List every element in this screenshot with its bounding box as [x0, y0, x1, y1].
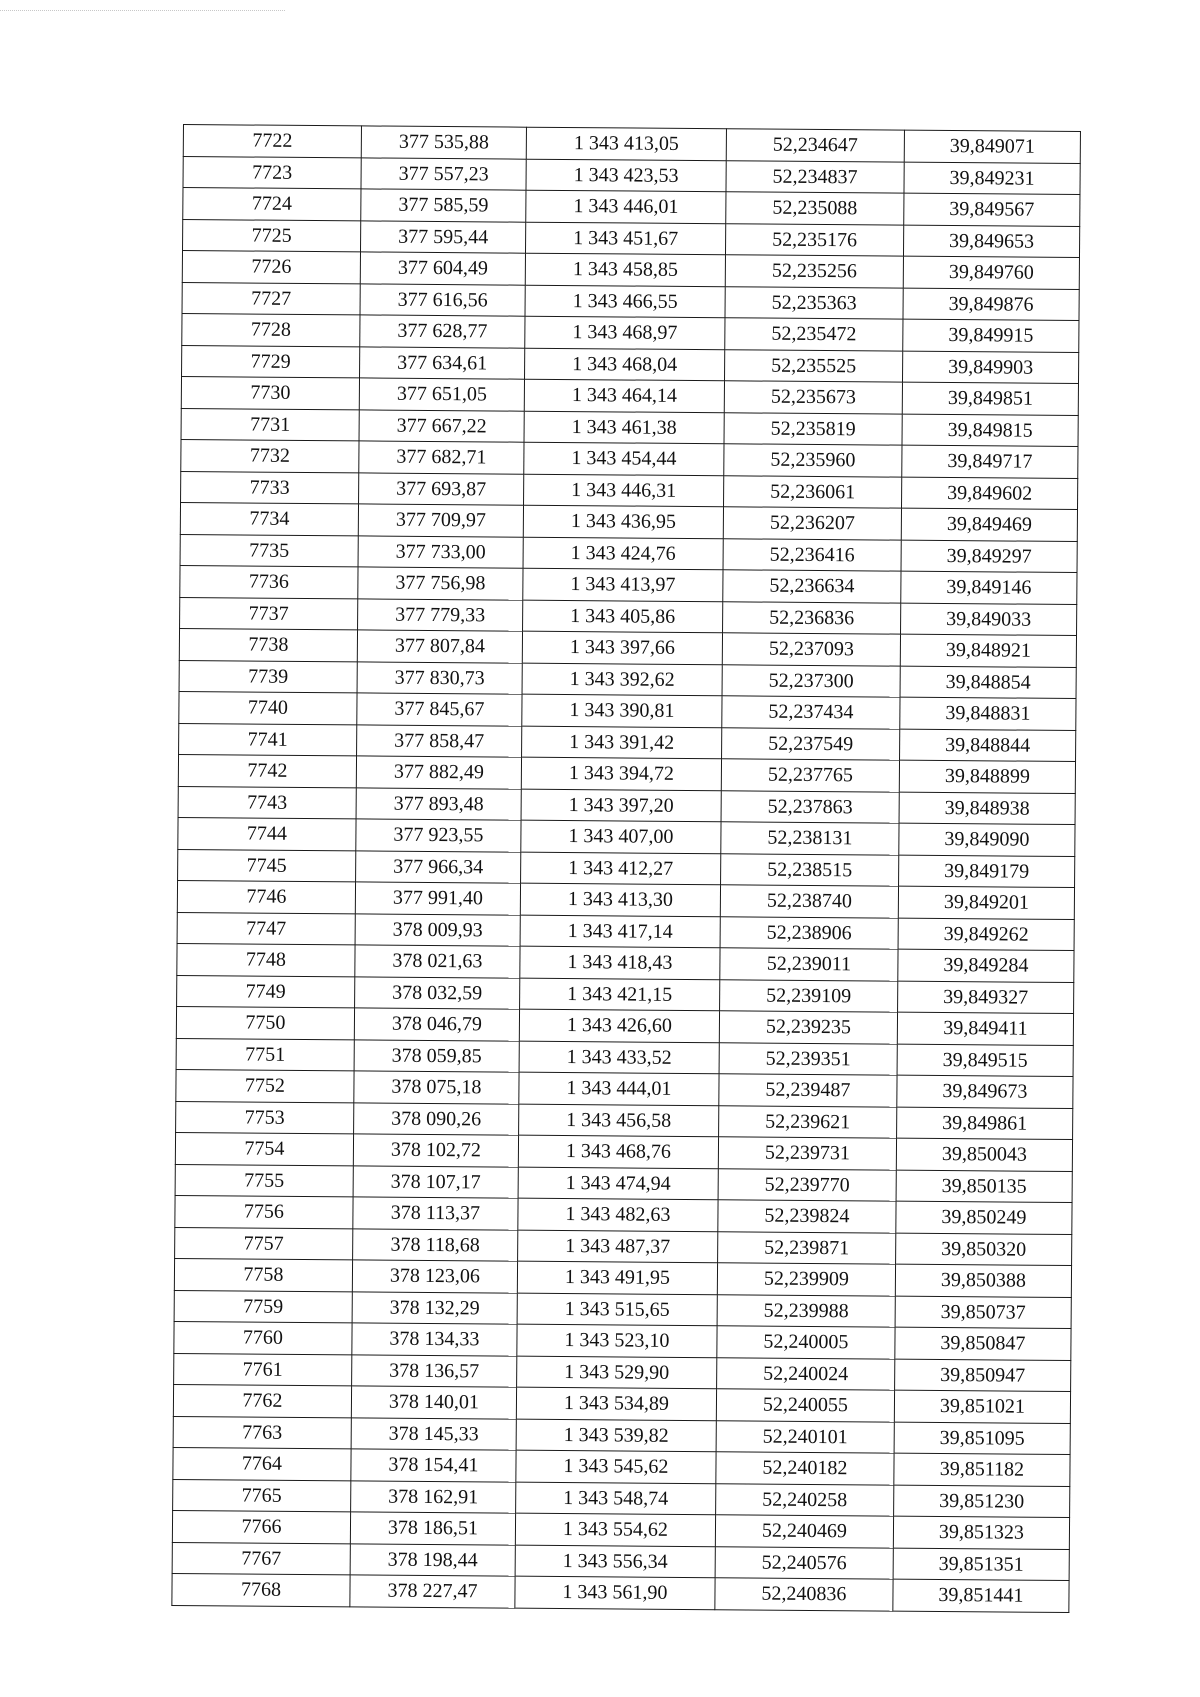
longitude-cell: 39,851323 — [893, 1516, 1069, 1549]
y-coordinate-cell: 1 343 454,44 — [524, 442, 724, 475]
longitude-cell: 39,849861 — [897, 1107, 1073, 1140]
y-coordinate-cell: 1 343 458,85 — [525, 253, 725, 286]
point-number-cell: 7752 — [176, 1069, 354, 1102]
latitude-cell: 52,236061 — [724, 475, 902, 508]
longitude-cell: 39,849179 — [899, 855, 1075, 888]
x-coordinate-cell: 378 140,01 — [351, 1386, 516, 1419]
x-coordinate-cell: 378 090,26 — [354, 1102, 519, 1135]
x-coordinate-cell: 377 682,71 — [359, 441, 524, 474]
latitude-cell: 52,237765 — [721, 759, 899, 792]
y-coordinate-cell: 1 343 412,27 — [521, 852, 721, 885]
x-coordinate-cell: 377 807,84 — [357, 630, 522, 663]
point-number-cell: 7757 — [175, 1227, 353, 1260]
longitude-cell: 39,849653 — [903, 225, 1079, 258]
latitude-cell: 52,236207 — [723, 507, 901, 540]
point-number-cell: 7737 — [180, 597, 358, 630]
latitude-cell: 52,235525 — [725, 349, 903, 382]
latitude-cell: 52,237300 — [722, 664, 900, 697]
y-coordinate-cell: 1 343 451,67 — [525, 222, 725, 255]
y-coordinate-cell: 1 343 534,89 — [516, 1387, 716, 1420]
point-number-cell: 7723 — [183, 156, 361, 189]
longitude-cell: 39,849090 — [899, 823, 1075, 856]
x-coordinate-cell: 377 756,98 — [358, 567, 523, 600]
latitude-cell: 52,239871 — [718, 1231, 896, 1264]
y-coordinate-cell: 1 343 413,30 — [520, 883, 720, 916]
y-coordinate-cell: 1 343 426,60 — [519, 1009, 719, 1042]
longitude-cell: 39,849201 — [898, 886, 1074, 919]
point-number-cell: 7747 — [177, 912, 355, 945]
longitude-cell: 39,848854 — [900, 666, 1076, 699]
x-coordinate-cell: 377 585,59 — [361, 189, 526, 222]
latitude-cell: 52,239235 — [719, 1011, 897, 1044]
longitude-cell: 39,849297 — [901, 540, 1077, 573]
x-coordinate-cell: 378 154,41 — [351, 1449, 516, 1482]
y-coordinate-cell: 1 343 397,66 — [522, 631, 722, 664]
latitude-cell: 52,239824 — [718, 1200, 896, 1233]
point-number-cell: 7762 — [173, 1384, 351, 1417]
latitude-cell: 52,234647 — [726, 129, 904, 162]
longitude-cell: 39,849876 — [903, 288, 1079, 321]
x-coordinate-cell: 377 709,97 — [358, 504, 523, 537]
point-number-cell: 7736 — [180, 565, 358, 598]
latitude-cell: 52,235256 — [725, 255, 903, 288]
point-number-cell: 7743 — [178, 786, 356, 819]
longitude-cell: 39,849515 — [897, 1044, 1073, 1077]
y-coordinate-cell: 1 343 461,38 — [524, 411, 724, 444]
y-coordinate-cell: 1 343 424,76 — [523, 537, 723, 570]
longitude-cell: 39,849851 — [902, 382, 1078, 415]
y-coordinate-cell: 1 343 474,94 — [518, 1167, 718, 1200]
latitude-cell: 52,238740 — [720, 885, 898, 918]
point-number-cell: 7729 — [182, 345, 360, 378]
point-number-cell: 7765 — [173, 1479, 351, 1512]
x-coordinate-cell: 377 991,40 — [355, 882, 520, 915]
latitude-cell: 52,236836 — [723, 601, 901, 634]
latitude-cell: 52,240024 — [717, 1357, 895, 1390]
point-number-cell: 7735 — [180, 534, 358, 567]
x-coordinate-cell: 377 845,67 — [357, 693, 522, 726]
longitude-cell: 39,851230 — [894, 1485, 1070, 1518]
longitude-cell: 39,848938 — [899, 792, 1075, 825]
longitude-cell: 39,849411 — [897, 1012, 1073, 1045]
x-coordinate-cell: 377 693,87 — [359, 472, 524, 505]
longitude-cell: 39,850847 — [895, 1327, 1071, 1360]
x-coordinate-cell: 377 651,05 — [359, 378, 524, 411]
longitude-cell: 39,848899 — [899, 760, 1075, 793]
y-coordinate-cell: 1 343 468,76 — [518, 1135, 718, 1168]
x-coordinate-cell: 378 198,44 — [350, 1543, 515, 1576]
x-coordinate-cell: 378 118,68 — [353, 1228, 518, 1261]
latitude-cell: 52,239909 — [717, 1263, 895, 1296]
point-number-cell: 7751 — [176, 1038, 354, 1071]
x-coordinate-cell: 377 733,00 — [358, 535, 523, 568]
latitude-cell: 52,240101 — [716, 1420, 894, 1453]
y-coordinate-cell: 1 343 405,86 — [523, 600, 723, 633]
y-coordinate-cell: 1 343 446,01 — [526, 190, 726, 223]
longitude-cell: 39,849567 — [904, 193, 1080, 226]
latitude-cell: 52,240182 — [716, 1452, 894, 1485]
longitude-cell: 39,851351 — [893, 1548, 1069, 1581]
point-number-cell: 7733 — [181, 471, 359, 504]
y-coordinate-cell: 1 343 456,58 — [519, 1104, 719, 1137]
latitude-cell: 52,235176 — [725, 223, 903, 256]
latitude-cell: 52,234837 — [726, 160, 904, 193]
y-coordinate-cell: 1 343 523,10 — [517, 1324, 717, 1357]
x-coordinate-cell: 377 616,56 — [360, 283, 525, 316]
longitude-cell: 39,849262 — [898, 918, 1074, 951]
longitude-cell: 39,849284 — [898, 949, 1074, 982]
point-number-cell: 7755 — [175, 1164, 353, 1197]
longitude-cell: 39,849815 — [902, 414, 1078, 447]
y-coordinate-cell: 1 343 423,53 — [526, 159, 726, 192]
longitude-cell: 39,850947 — [895, 1359, 1071, 1392]
longitude-cell: 39,848844 — [900, 729, 1076, 762]
x-coordinate-cell: 377 557,23 — [361, 157, 526, 190]
latitude-cell: 52,240258 — [716, 1483, 894, 1516]
y-coordinate-cell: 1 343 466,55 — [525, 285, 725, 318]
y-coordinate-cell: 1 343 468,04 — [525, 348, 725, 381]
x-coordinate-cell: 378 059,85 — [354, 1039, 519, 1072]
latitude-cell: 52,238131 — [721, 822, 899, 855]
longitude-cell: 39,851095 — [894, 1422, 1070, 1455]
x-coordinate-cell: 377 893,48 — [356, 787, 521, 820]
latitude-cell: 52,235960 — [724, 444, 902, 477]
latitude-cell: 52,239621 — [719, 1105, 897, 1138]
latitude-cell: 52,237434 — [722, 696, 900, 729]
point-number-cell: 7759 — [174, 1290, 352, 1323]
x-coordinate-cell: 378 046,79 — [354, 1008, 519, 1041]
point-number-cell: 7758 — [174, 1258, 352, 1291]
y-coordinate-cell: 1 343 392,62 — [522, 663, 722, 696]
x-coordinate-cell: 377 882,49 — [356, 756, 521, 789]
x-coordinate-cell: 378 186,51 — [350, 1512, 515, 1545]
longitude-cell: 39,849231 — [904, 162, 1080, 195]
y-coordinate-cell: 1 343 421,15 — [520, 978, 720, 1011]
x-coordinate-cell: 378 102,72 — [353, 1134, 518, 1167]
longitude-cell: 39,849071 — [904, 130, 1080, 163]
latitude-cell: 52,238515 — [721, 853, 899, 886]
y-coordinate-cell: 1 343 418,43 — [520, 946, 720, 979]
x-coordinate-cell: 378 136,57 — [352, 1354, 517, 1387]
y-coordinate-cell: 1 343 561,90 — [515, 1576, 715, 1609]
longitude-cell: 39,849602 — [902, 477, 1078, 510]
latitude-cell: 52,239770 — [718, 1168, 896, 1201]
x-coordinate-cell: 378 162,91 — [351, 1480, 516, 1513]
latitude-cell: 52,237549 — [722, 727, 900, 760]
point-number-cell: 7724 — [183, 188, 361, 221]
point-number-cell: 7727 — [182, 282, 360, 315]
y-coordinate-cell: 1 343 446,31 — [524, 474, 724, 507]
x-coordinate-cell: 378 009,93 — [355, 913, 520, 946]
longitude-cell: 39,848831 — [900, 697, 1076, 730]
latitude-cell: 52,235363 — [725, 286, 903, 319]
y-coordinate-cell: 1 343 464,14 — [524, 379, 724, 412]
latitude-cell: 52,239487 — [719, 1074, 897, 1107]
point-number-cell: 7760 — [174, 1321, 352, 1354]
y-coordinate-cell: 1 343 391,42 — [522, 726, 722, 759]
longitude-cell: 39,849760 — [903, 256, 1079, 289]
latitude-cell: 52,237093 — [722, 633, 900, 666]
y-coordinate-cell: 1 343 436,95 — [523, 505, 723, 538]
x-coordinate-cell: 377 604,49 — [360, 252, 525, 285]
point-number-cell: 7750 — [176, 1006, 354, 1039]
x-coordinate-cell: 377 595,44 — [361, 220, 526, 253]
point-number-cell: 7740 — [179, 691, 357, 724]
point-number-cell: 7746 — [177, 880, 355, 913]
x-coordinate-cell: 378 107,17 — [353, 1165, 518, 1198]
y-coordinate-cell: 1 343 545,62 — [516, 1450, 716, 1483]
x-coordinate-cell: 377 858,47 — [357, 724, 522, 757]
x-coordinate-cell: 377 830,73 — [357, 661, 522, 694]
point-number-cell: 7763 — [173, 1416, 351, 1449]
point-number-cell: 7728 — [182, 313, 360, 346]
latitude-cell: 52,235819 — [724, 412, 902, 445]
x-coordinate-cell: 377 634,61 — [360, 346, 525, 379]
point-number-cell: 7767 — [172, 1542, 350, 1575]
longitude-cell: 39,849717 — [902, 445, 1078, 478]
point-number-cell: 7734 — [180, 502, 358, 535]
latitude-cell: 52,239731 — [718, 1137, 896, 1170]
point-number-cell: 7748 — [177, 943, 355, 976]
longitude-cell: 39,849327 — [898, 981, 1074, 1014]
point-number-cell: 7761 — [174, 1353, 352, 1386]
x-coordinate-cell: 378 123,06 — [352, 1260, 517, 1293]
point-number-cell: 7753 — [176, 1101, 354, 1134]
longitude-cell: 39,850249 — [896, 1201, 1072, 1234]
longitude-cell: 39,849915 — [903, 319, 1079, 352]
y-coordinate-cell: 1 343 548,74 — [516, 1482, 716, 1515]
point-number-cell: 7756 — [175, 1195, 353, 1228]
longitude-cell: 39,849673 — [897, 1075, 1073, 1108]
point-number-cell: 7742 — [178, 754, 356, 787]
point-number-cell: 7741 — [179, 723, 357, 756]
x-coordinate-cell: 377 966,34 — [356, 850, 521, 883]
latitude-cell: 52,240576 — [715, 1546, 893, 1579]
latitude-cell: 52,238906 — [720, 916, 898, 949]
longitude-cell: 39,850135 — [896, 1170, 1072, 1203]
x-coordinate-cell: 378 145,33 — [351, 1417, 516, 1450]
y-coordinate-cell: 1 343 394,72 — [521, 757, 721, 790]
longitude-cell: 39,851182 — [894, 1453, 1070, 1486]
longitude-cell: 39,849146 — [901, 571, 1077, 604]
longitude-cell: 39,850388 — [895, 1264, 1071, 1297]
x-coordinate-cell: 378 075,18 — [354, 1071, 519, 1104]
y-coordinate-cell: 1 343 482,63 — [518, 1198, 718, 1231]
x-coordinate-cell: 377 779,33 — [358, 598, 523, 631]
table-body — [172, 125, 1081, 1612]
latitude-cell: 52,239109 — [720, 979, 898, 1012]
coordinates-table — [171, 124, 1081, 1613]
latitude-cell: 52,240469 — [715, 1515, 893, 1548]
scan-edge-mark — [0, 10, 285, 11]
point-number-cell: 7754 — [175, 1132, 353, 1165]
latitude-cell: 52,240005 — [717, 1326, 895, 1359]
y-coordinate-cell: 1 343 417,14 — [520, 915, 720, 948]
point-number-cell: 7738 — [179, 628, 357, 661]
latitude-cell: 52,235673 — [724, 381, 902, 414]
latitude-cell: 52,239988 — [717, 1294, 895, 1327]
point-number-cell: 7745 — [178, 849, 356, 882]
point-number-cell: 7764 — [173, 1447, 351, 1480]
y-coordinate-cell: 1 343 413,97 — [523, 568, 723, 601]
x-coordinate-cell: 377 667,22 — [359, 409, 524, 442]
y-coordinate-cell: 1 343 468,97 — [525, 316, 725, 349]
longitude-cell: 39,849469 — [901, 508, 1077, 541]
latitude-cell: 52,236634 — [723, 570, 901, 603]
latitude-cell: 52,235472 — [725, 318, 903, 351]
point-number-cell: 7766 — [172, 1510, 350, 1543]
y-coordinate-cell: 1 343 397,20 — [521, 789, 721, 822]
y-coordinate-cell: 1 343 390,81 — [522, 694, 722, 727]
y-coordinate-cell: 1 343 529,90 — [517, 1356, 717, 1389]
x-coordinate-cell: 378 132,29 — [352, 1291, 517, 1324]
y-coordinate-cell: 1 343 487,37 — [518, 1230, 718, 1263]
longitude-cell: 39,849903 — [902, 351, 1078, 384]
point-number-cell: 7731 — [181, 408, 359, 441]
x-coordinate-cell: 378 113,37 — [353, 1197, 518, 1230]
longitude-cell: 39,850737 — [895, 1296, 1071, 1329]
latitude-cell: 52,240055 — [716, 1389, 894, 1422]
longitude-cell: 39,848921 — [900, 634, 1076, 667]
y-coordinate-cell: 1 343 515,65 — [517, 1293, 717, 1326]
point-number-cell: 7739 — [179, 660, 357, 693]
longitude-cell: 39,850043 — [896, 1138, 1072, 1171]
point-number-cell: 7744 — [178, 817, 356, 850]
point-number-cell: 7749 — [177, 975, 355, 1008]
y-coordinate-cell: 1 343 554,62 — [515, 1513, 715, 1546]
y-coordinate-cell: 1 343 413,05 — [526, 127, 726, 160]
point-number-cell: 7722 — [183, 125, 361, 158]
latitude-cell: 52,237863 — [721, 790, 899, 823]
latitude-cell: 52,240836 — [715, 1578, 893, 1611]
longitude-cell: 39,849033 — [901, 603, 1077, 636]
latitude-cell: 52,236416 — [723, 538, 901, 571]
longitude-cell: 39,850320 — [896, 1233, 1072, 1266]
point-number-cell: 7730 — [181, 376, 359, 409]
point-number-cell: 7726 — [182, 251, 360, 284]
x-coordinate-cell: 377 535,88 — [361, 126, 526, 159]
y-coordinate-cell: 1 343 491,95 — [517, 1261, 717, 1294]
y-coordinate-cell: 1 343 433,52 — [519, 1041, 719, 1074]
x-coordinate-cell: 378 021,63 — [355, 945, 520, 978]
x-coordinate-cell: 378 134,33 — [352, 1323, 517, 1356]
x-coordinate-cell: 378 227,47 — [350, 1575, 515, 1608]
y-coordinate-cell: 1 343 539,82 — [516, 1419, 716, 1452]
y-coordinate-cell: 1 343 444,01 — [519, 1072, 719, 1105]
latitude-cell: 52,239011 — [720, 948, 898, 981]
x-coordinate-cell: 377 923,55 — [356, 819, 521, 852]
longitude-cell: 39,851441 — [893, 1579, 1069, 1612]
y-coordinate-cell: 1 343 556,34 — [515, 1545, 715, 1578]
point-number-cell: 7768 — [172, 1573, 350, 1606]
point-number-cell: 7725 — [183, 219, 361, 252]
longitude-cell: 39,851021 — [894, 1390, 1070, 1423]
x-coordinate-cell: 378 032,59 — [355, 976, 520, 1009]
point-number-cell: 7732 — [181, 439, 359, 472]
x-coordinate-cell: 377 628,77 — [360, 315, 525, 348]
table-row — [172, 1573, 1069, 1612]
latitude-cell: 52,239351 — [719, 1042, 897, 1075]
y-coordinate-cell: 1 343 407,00 — [521, 820, 721, 853]
latitude-cell: 52,235088 — [726, 192, 904, 225]
